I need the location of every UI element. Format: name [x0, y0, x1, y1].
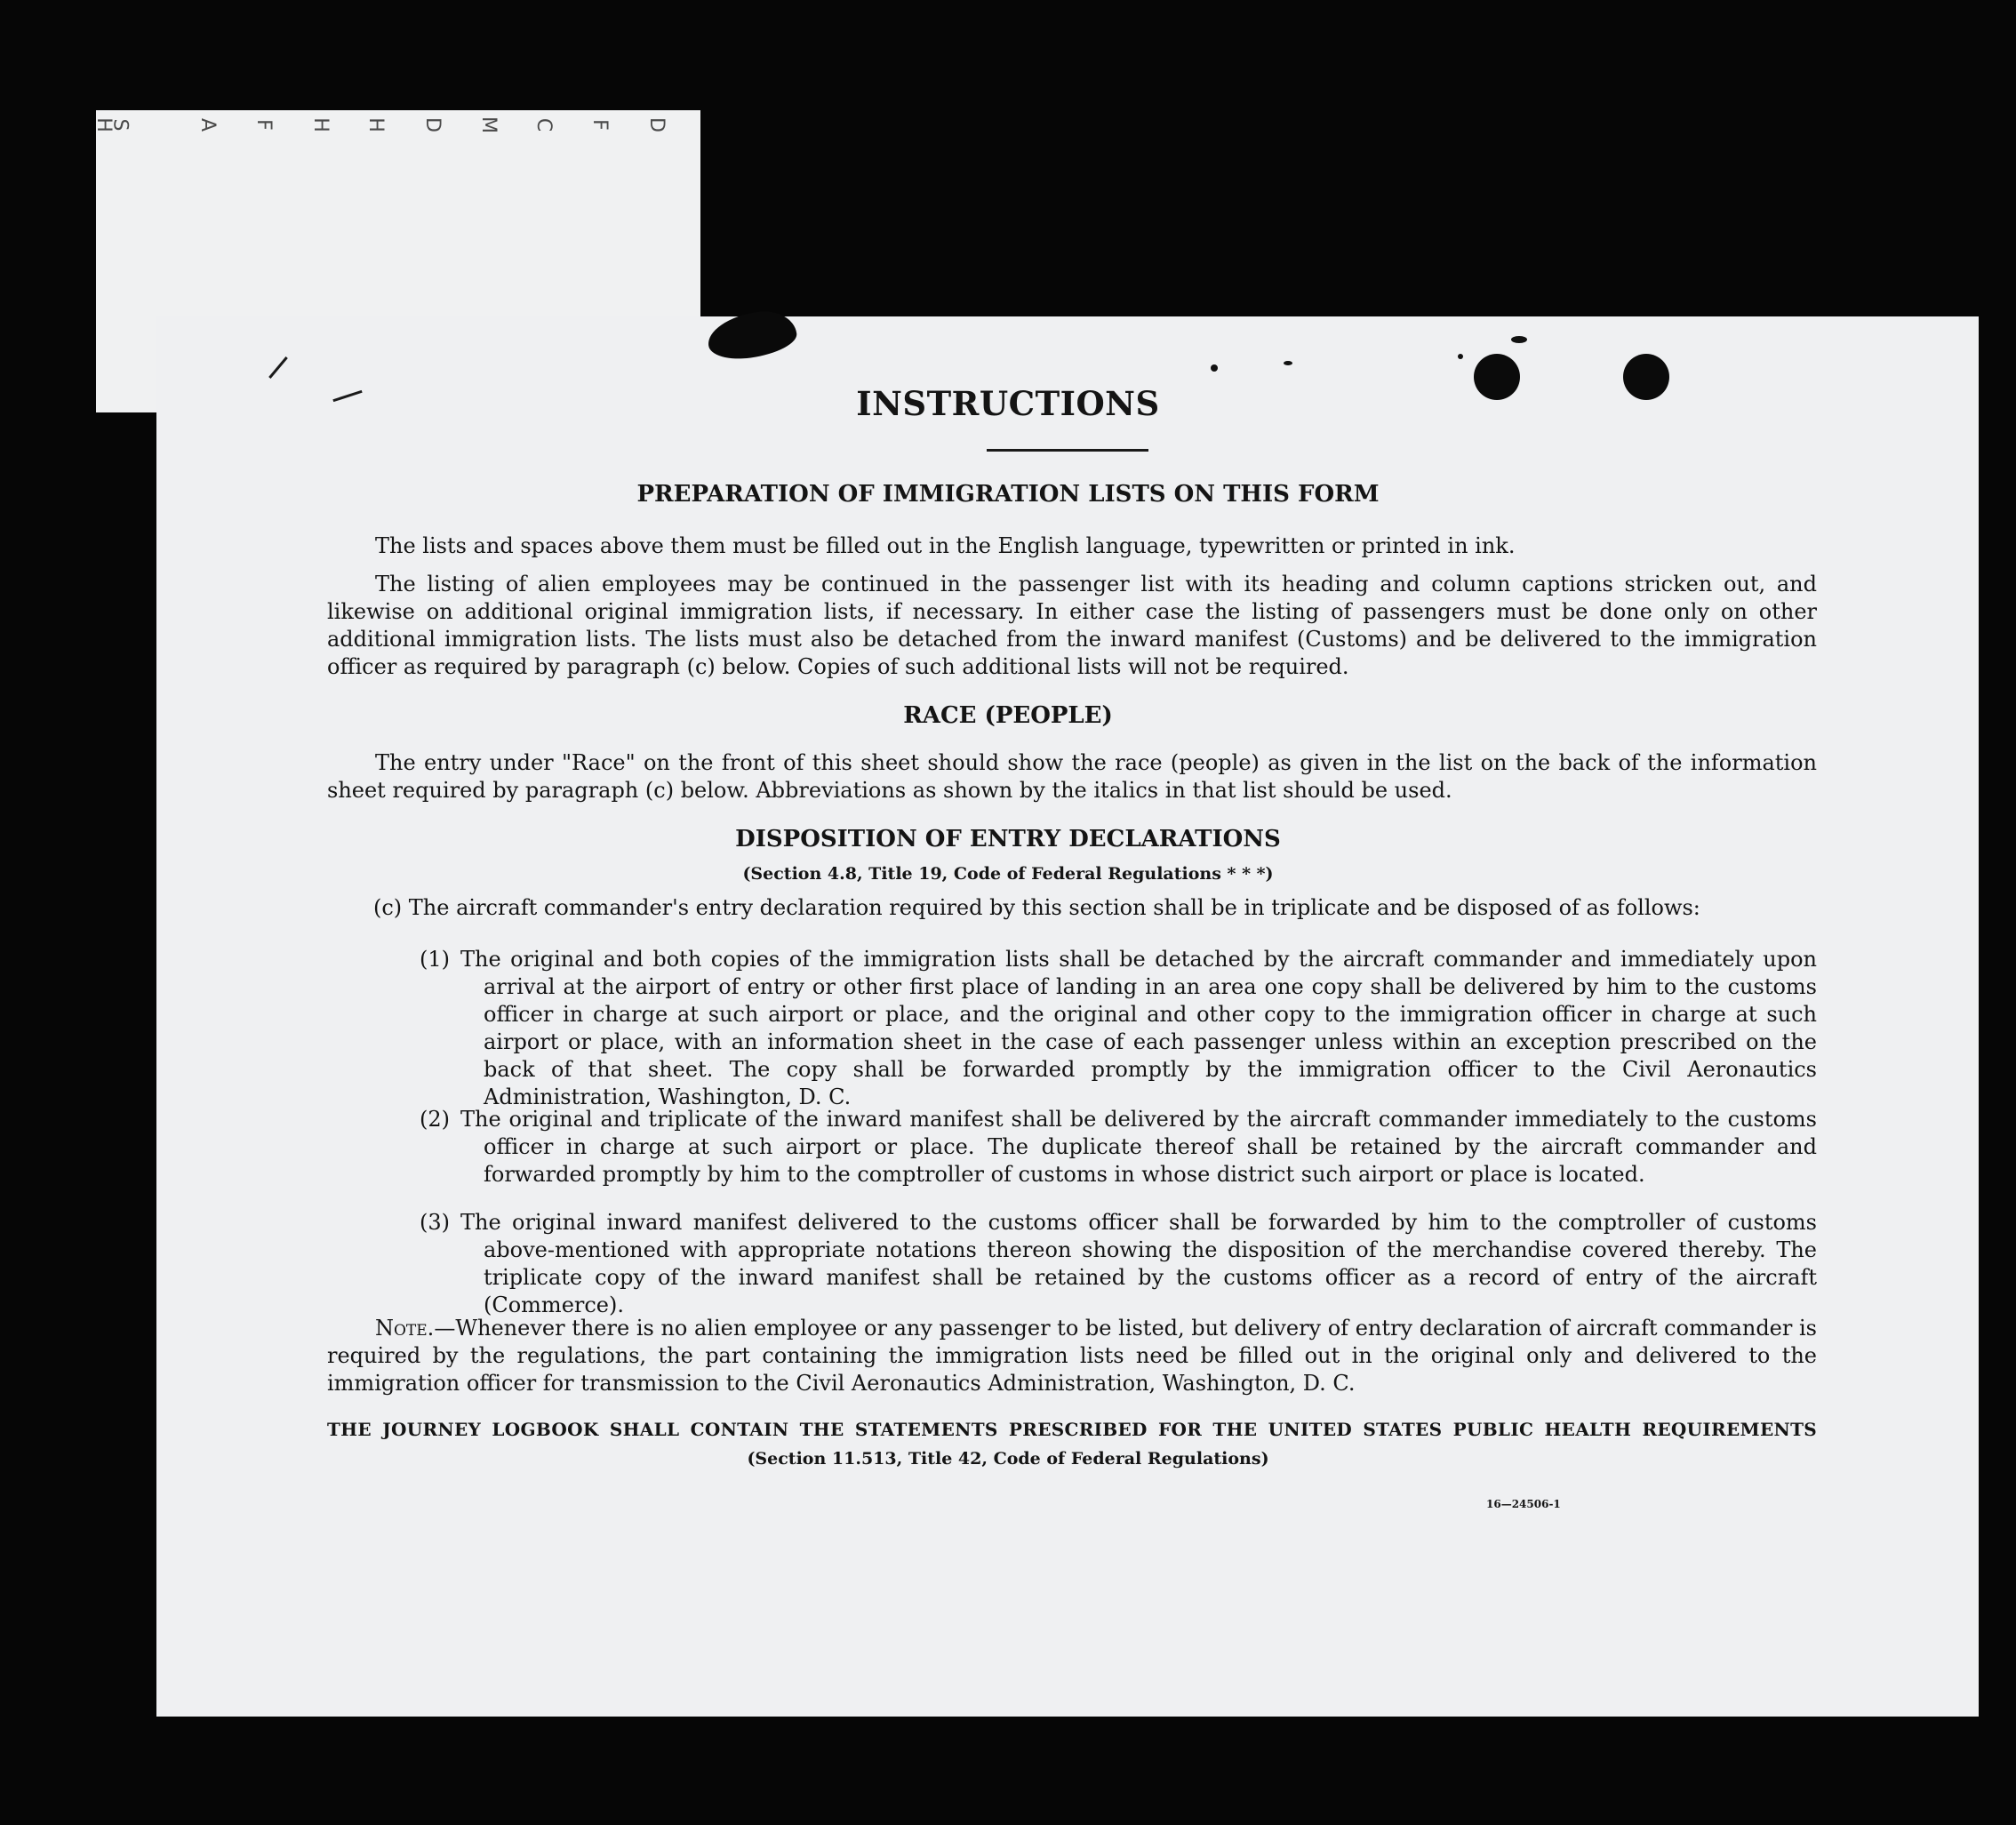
disposition-citation: (Section 4.8, Title 19, Code of Federal Regulations * * *) [742, 864, 1274, 884]
race-heading: RACE (PEOPLE) [903, 702, 1113, 729]
disposition-item-2 [420, 1106, 1817, 1189]
item-text: The original and triplicate of the inward manifest shall be delivered by the aircraft commander immediately to the customs officer in charge at such airport or place. The duplicate thereof shall be retained by the aircraft commander and forwarded promptly by him to the comptroller of customs in whose district such airport or place is located. [460, 1107, 1817, 1187]
tab-letter: D [644, 117, 668, 132]
form-number: 16—24506-1 [1486, 1498, 1561, 1510]
preparation-heading: PREPARATION OF IMMIGRATION LISTS ON THIS FORM [636, 481, 1380, 508]
speck-mark [1284, 361, 1292, 365]
tab-letter: H [92, 117, 115, 132]
tab-letter: F [252, 119, 275, 131]
preparation-paragraph-2: The listing of alien employees may be continued in the passenger list with its heading and column captions stricken out, and likewise on additional original immigration lists, if necessary. In either case the listing of passengers must be done only on other additional immigration lists. The lists must also be detached from the inward manifest (Customs) and be delivered to the immigration officer as required by paragraph (c) below. Copies of such additional lists will not be required. [327, 572, 1817, 679]
tab-letter: F [588, 119, 611, 131]
speck-mark [1211, 364, 1218, 372]
disposition-heading: DISPOSITION OF ENTRY DECLARATIONS [735, 826, 1281, 852]
title-divider [987, 449, 1148, 452]
page-title: INSTRUCTIONS [856, 384, 1160, 423]
preparation-paragraph-1: The lists and spaces above them must be filled out in the English language, typewritten or printed in ink. [375, 533, 1516, 558]
item-number: (1) [420, 947, 450, 972]
item-text: The original inward manifest delivered to the customs officer shall be forwarded by him to the comptroller of customs above-mentioned with appropriate notations thereon showing the disposition of the merchandise covered thereby. The triplicate copy of the inward manifest shall be retained by the customs officer as a record of entry of the aircraft (Commerce). [460, 1210, 1817, 1317]
disposition-intro: (c) The aircraft commander's entry declaration required by this section shall be in triplicate and be disposed of as follows: [373, 895, 1700, 920]
tab-index-letters [92, 110, 668, 146]
health-requirements-citation: (Section 11.513, Title 42, Code of Federal Regulations) [747, 1449, 1269, 1469]
tab-letter: D [420, 117, 444, 132]
tab-letter: C [532, 117, 556, 132]
tab-letter: M [476, 116, 500, 133]
tab-letter: S [108, 118, 132, 132]
tab-letter: H [308, 117, 332, 132]
note-label: Note. [375, 1316, 435, 1341]
tab-letter: H [364, 117, 387, 132]
note-paragraph [327, 1315, 1817, 1397]
race-paragraph: The entry under "Race" on the front of this sheet should show the race (people) as given in the list on the back of the information sheet required by paragraph (c) below. Abbreviations as shown by the italics in that list should be used. [327, 750, 1817, 803]
item-number: (2) [420, 1107, 450, 1132]
health-requirements-statement: THE JOURNEY LOGBOOK SHALL CONTAIN THE STATEMENTS PRESCRIBED FOR THE UNITED STATES PUBLIC HEALTH REQUIREMENTS [327, 1419, 1817, 1440]
item-text: The original and both copies of the immigration lists shall be detached by the aircraft commander and immediately upon arrival at the airport of entry or other first place of landing in an area one copy shall be delivered by him to the customs officer in charge at such airport or place, and the original and other copy to the immigration officer in charge at such airport or place, with an information sheet in the case of each passenger unless within an exception prescribed on the back of that sheet. The copy shall be forwarded promptly by the immigration officer to the Civil Aeronautics Administration, Washington, D. C. [460, 947, 1817, 1109]
sheet-top-edge [702, 316, 1979, 325]
speck-mark [1511, 336, 1527, 343]
tab-letter: A [196, 117, 220, 132]
disposition-item-1 [420, 946, 1817, 1111]
item-number: (3) [420, 1210, 450, 1235]
note-text: —Whenever there is no alien employee or any passenger to be listed, but delivery of entry declaration of aircraft commander is required by the regulations, the part containing the immigration lists need be filled out in the original only and delivered to the immigration officer for transmission to the Civil Aeronautics Administration, Washington, D. C. [327, 1316, 1817, 1396]
disposition-item-3 [420, 1209, 1817, 1319]
speck-mark [1458, 354, 1463, 359]
